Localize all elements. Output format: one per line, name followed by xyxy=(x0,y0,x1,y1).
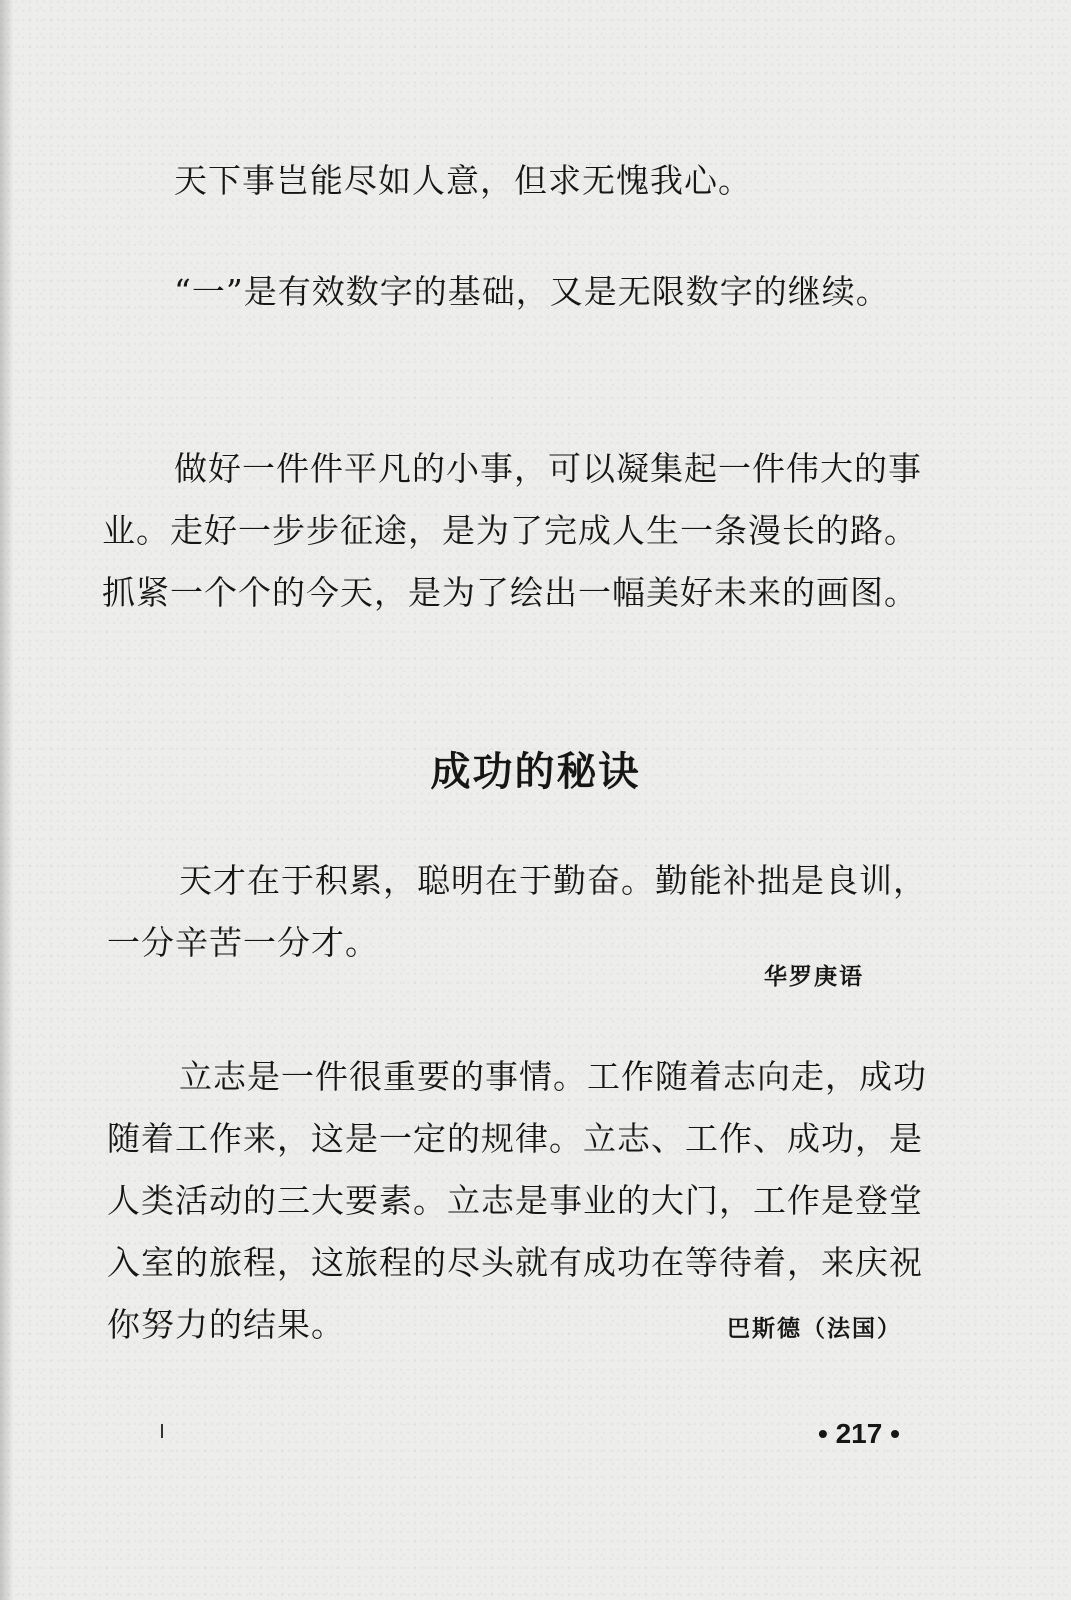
quote-2-text: 立志是一件很重要的事情。工作随着志向走，成功随着工作来，这是一定的规律。立志、工作、成功，是人类活动的三大要素。立志是事业的大门，工作是登堂入室的旅程，这旅程的尽头就有成功在等待着，来庆祝你努力的结果。 xyxy=(107,1057,927,1344)
quote-2-attribution: 巴斯德（法国） xyxy=(727,1315,902,1342)
paragraph-2: “一”是有效数字的基础，又是无限数字的继续。 xyxy=(174,272,890,311)
paragraph-1: 天下事岂能尽如人意，但求无愧我心。 xyxy=(174,161,752,200)
page-number: • 217 • xyxy=(818,1418,900,1449)
page-edge-shadow xyxy=(0,0,14,1600)
paragraph-3: 做好一件件平凡的小事，可以凝集起一件伟大的事业。走好一步步征途，是为了完成人生一条漫长的路。抓紧一个个的今天，是为了绘出一幅美好未来的画图。 xyxy=(102,449,922,612)
section-title: 成功的秘诀 xyxy=(430,749,641,795)
margin-mark xyxy=(161,1424,163,1438)
quote-1-text: 天才在于积累，聪明在于勤奋。勤能补拙是良训，一分辛苦一分才。 xyxy=(107,861,927,962)
quote-1-attribution: 华罗庚语 xyxy=(764,963,864,990)
